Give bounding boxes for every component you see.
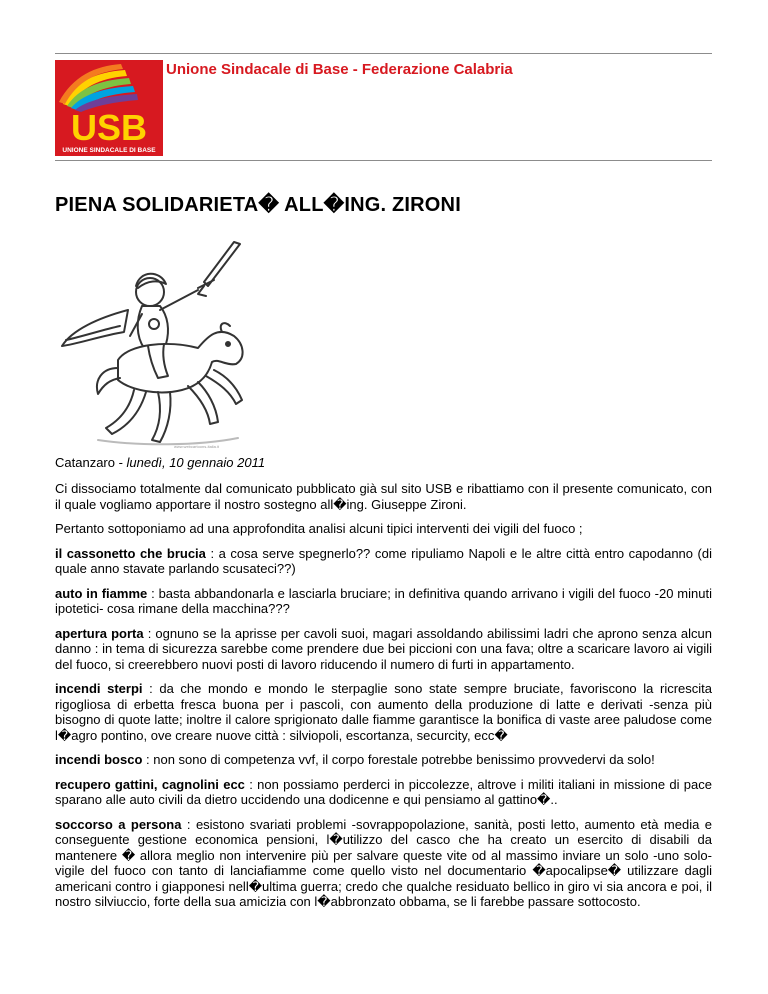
header-bottom-rule: [55, 160, 712, 161]
org-name: Unione Sindacale di Base - Federazione Calabria: [166, 61, 513, 78]
article-byline: [55, 455, 265, 470]
article-place: Catanzaro: [55, 455, 115, 470]
paragraph: auto in fiamme : basta abbandonarla e lasciarla bruciare; in definitiva quando arrivano i vigili del fuoco -20 minuti ipotetici- cosa rimane della macchina???: [55, 585, 712, 616]
article-title: PIENA SOLIDARIETA� ALL�ING. ZIRONI: [55, 194, 461, 216]
paragraph: recupero gattini, cagnolini ecc : non possiamo perderci in piccolezze, altrove i militi italiani in missione di pace sparano alle auto civili da dietro uccidendo una dodicenne e qui pensiamo al gattino�..: [55, 776, 712, 807]
paragraph-lead: incendi sterpi: [55, 681, 143, 696]
paragraph-lead: auto in fiamme: [55, 585, 148, 601]
byline-separator: -: [114, 455, 127, 470]
paragraph: incendi sterpi : da che mondo e mondo le sterpaglie sono state sempre bruciate, favoriscono la ricrescita rigogliosa di erbetta fresca buona per i pascoli, con aumento della produzione di latte e derivati -senza più bisogno di quote latte; inoltre il calore sprigionato dalle fiamme garantisce la bonifica di vaste aree paludose come l�agro pontino, ove creare nuove città : silviopoli, escortanza, securcity, ecc�: [55, 681, 712, 743]
paragraph-lead: il cassonetto che brucia: [55, 545, 206, 561]
paragraph: Ci dissociamo totalmente dal comunicato pubblicato già sul sito USB e ribattiamo con il presente comunicato, con il quale vogliamo apportare il nostro sostegno all�ing. Giuseppe Zironi.: [55, 481, 712, 512]
paragraph-lead: apertura porta: [55, 625, 144, 641]
knight-icon: [58, 240, 258, 452]
illustration-watermark: www.webcartoons-italia.it: [174, 444, 219, 449]
rainbow-stripes-icon: [59, 64, 138, 112]
knight-on-horse-illustration: [58, 240, 258, 452]
paragraph: soccorso a persona : esistono svariati problemi -sovrappopolazione, sanità, posti letto, aumento età media e conseguente gestione economica pensioni, l�utilizzo del casco che ha creato un esercito di disabili da mantenere � allora meglio non intervenire più per salvare queste vite od al massimo inviare un solo -uno solo-vigile del fuoco con tanto di lanciafiamme come quello visto nel documentario �apocalipse� utilizzare dagli americani contro i giapponesi nell�ultima guerra; credo che qualche residuato bellico in giro vi sia ancora e poi, il nostro silviuccio, forte della sua amicizia con l�abbronzato obbama, se li farebbe passare sottocosto.: [55, 816, 712, 909]
usb-logo-graphic: [55, 60, 163, 156]
paragraph-lead: incendi bosco: [55, 752, 143, 767]
logo-subtext: UNIONE SINDACALE DI BASE: [62, 147, 156, 154]
logo-wordmark: USB: [70, 107, 148, 148]
article-date: lunedì, 10 gennaio 2011: [126, 455, 266, 470]
paragraph-lead: recupero gattini, cagnolini ecc: [55, 776, 245, 792]
usb-logo: [55, 60, 163, 156]
paragraph: Pertanto sottoponiamo ad una approfondita analisi alcuni tipici interventi dei vigili del fuoco ;: [55, 521, 583, 536]
header-top-rule: [55, 53, 712, 54]
paragraph: il cassonetto che brucia : a cosa serve spegnerlo?? come ripuliamo Napoli e le altre città entro capodanno (di quale anno stavate parlando scusateci??): [55, 545, 712, 576]
paragraph: incendi bosco : non sono di competenza vvf, il corpo forestale potrebbe benissimo provvedervi da solo!: [55, 752, 655, 767]
paragraph-lead: soccorso a persona: [55, 816, 182, 832]
article-body: [55, 481, 712, 919]
paragraph: apertura porta : ognuno se la aprisse per cavoli suoi, magari assoldando abilissimi ladri che aprono senza alcun danno : in tema di sicurezza sarebbe come prendere due bei piccioni con una fava; oltre a scaricare lavoro ai vigili del fuoco, si creerebbero nuovi posti di lavoro riducendo il numero di furti in appartamento.: [55, 625, 712, 672]
